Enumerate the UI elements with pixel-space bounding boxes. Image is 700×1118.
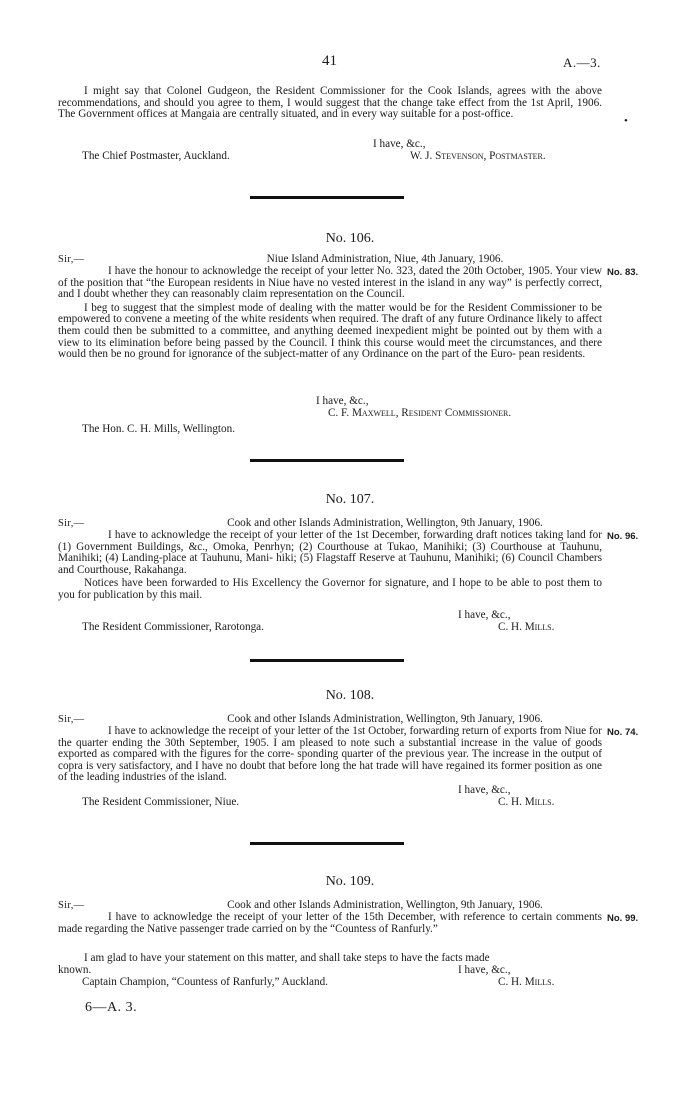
salutation: Sir,— [58,714,85,725]
letter-body [58,953,602,965]
margin-reference: No. 83. [607,267,639,278]
text-line: notices taking land for (1) Government Buildings, &c., Omoka, Penrhyn; (2) Courthouse at [58,529,602,553]
letter-closing-block [58,396,602,436]
text-line: and I have no doubt that before long the hat trade will have regained its former position as one [175,759,602,772]
text-line: known. [58,964,92,976]
dateline: Niue Island Administration, Niue, 4th January, 1906. [266,253,504,265]
text-line: I am glad to have your statement on this matter, and shall take steps to have the facts made [84,952,490,964]
text-line: I have the honour to acknowledge the receipt of your letter No. 323, dated the 20th [108,265,483,277]
signatory: C. F. Maxwell, Resident Commissioner. [328,407,512,419]
salutation: Sir,— [58,900,85,911]
text-line: I beg to suggest that the simplest mode of dealing with the matter would be for the Resident [84,301,507,314]
text-line: Notices have been forwarded to His Excellency the Governor for signature, and I hope to be [84,577,508,590]
page-number: 41 [322,53,337,69]
text-line: to certain comments made regarding the Native passenger trade carried on by the “Countess of [58,911,602,935]
text-line: pean residents. [518,348,586,361]
closing-text: I have, &c., [458,609,511,621]
closing-text: I have, &c., [458,964,511,976]
text-line: Rakahanga. [134,563,187,576]
signatory: C. H. Mills. [498,976,555,988]
signatory: C. H. Mills. [498,796,555,808]
intro-paragraph [58,86,602,121]
text-line: sponding quarter of the previous year. The increase in the output of copra is very satisfactory, [58,748,603,772]
letter-body [58,726,602,784]
text-line: take effect from the 1st April, 1906. The Government offices at Mangaia are centrally situated, [58,96,603,121]
text-line: Tukao, Manihiki; (3) Courthouse at Tauhunu, Manihiki; (4) Landing-place at Tauhunu, Mani- [58,540,602,565]
dateline: Cook and other Islands Administration, Wellington, 9th January, 1906. [227,517,543,529]
section-divider [250,659,404,662]
margin-dot: • [624,115,628,127]
letter-closing-block [58,965,602,989]
section-divider [250,196,404,199]
letter-body [58,266,602,361]
addressee: The Resident Commissioner, Rarotonga. [82,621,264,633]
addressee: The Chief Postmaster, Auckland. [82,150,230,162]
letter-number: No. 106. [325,231,375,246]
closing-text: I have, &c., [458,784,511,796]
text-line: of exports from Niue for the quarter ending the 30th September, 1905. I am pleased to note such [58,725,603,749]
text-line: anything deemed inexpedient might be pointed out by them with a view to its elimination before [58,324,602,349]
closing-text: I have, &c., [316,395,369,407]
text-line: I have to acknowledge the receipt of your letter of the 15th December, with reference [108,911,506,923]
text-line: Ranfurly.” [391,922,438,935]
addressee: The Resident Commissioner, Niue. [82,796,240,808]
text-line: I have to acknowledge the receipt of your letter of the 1st December, forwarding draft [108,529,498,541]
text-line: hiki; (5) Flagstaff Reserve at Tauhunu, Manihiki; (6) Council Chambers and Courthouse, [58,552,602,576]
salutation: Sir,— [58,254,85,265]
text-line: with the above recommendations, and should you agree to them, I would suggest that the change [58,85,603,109]
signature-mark: 6—A. 3. [85,1000,138,1015]
closing-text: I have, &c., [373,138,426,150]
text-line: October, 1905. Your view of the position that “the European residents in Niue have no vested [58,265,603,289]
text-line: then be no ground for ignorance of the subject-matter of any Ordinance on the part of the Euro- [88,348,516,361]
letter-closing-block [58,785,602,809]
text-line: of the leading industries of the island. [58,771,227,784]
signatory: W. J. Stevenson, Postmaster. [410,150,546,162]
text-line: interest in the island in any way” is perfectly correct, and I doubt whether they can reasonably [58,276,603,301]
addressee: Captain Champion, “Countess of Ranfurly,” Auckland. [82,976,328,988]
addressee: The Hon. C. H. Mills, Wellington. [82,423,236,435]
text-line: Commissioner to be empowered to convene a meeting of the white residents when required. The [58,301,602,326]
text-line: and in every way suitable for a post-office. [321,108,514,121]
text-line: a substantial increase in the value of goods exported as compared with the figures for the corre- [58,736,603,761]
section-divider [250,842,404,845]
letter-number: No. 109. [325,874,375,889]
text-line: draft of any future Ordinance likely to affect them could then be submitted to a committee, and [58,313,602,337]
dateline: Cook and other Islands Administration, Wellington, 9th January, 1906. [227,713,543,725]
intro-closing-block [58,139,602,163]
letter-body [58,530,602,602]
margin-reference: No. 96. [607,531,639,542]
text-line: I might say that Colonel Gudgeon, the Resident Commissioner for the Cook Islands, agrees [84,85,526,97]
document-reference: A.—3. [563,55,601,70]
letter-number: No. 107. [325,492,375,507]
text-line: able to post them to you for publication by this mail. [58,577,603,601]
margin-reference: No. 99. [607,913,639,924]
letter-number: No. 108. [325,688,375,703]
section-divider [250,459,404,462]
text-line: being passed by the Council. I think this course would meet the circumstances, and there would [58,336,602,361]
signatory: C. H. Mills. [498,621,555,633]
margin-reference: No. 74. [607,727,639,738]
salutation: Sir,— [58,518,85,529]
letter-sign-row [58,622,602,634]
text-line: claim representation on the Council. [242,288,405,301]
letter-body [58,912,602,935]
dateline: Cook and other Islands Administration, Wellington, 9th January, 1906. [227,899,543,911]
text-line: I have to acknowledge the receipt of your letter of the 1st October, forwarding return [108,725,489,737]
